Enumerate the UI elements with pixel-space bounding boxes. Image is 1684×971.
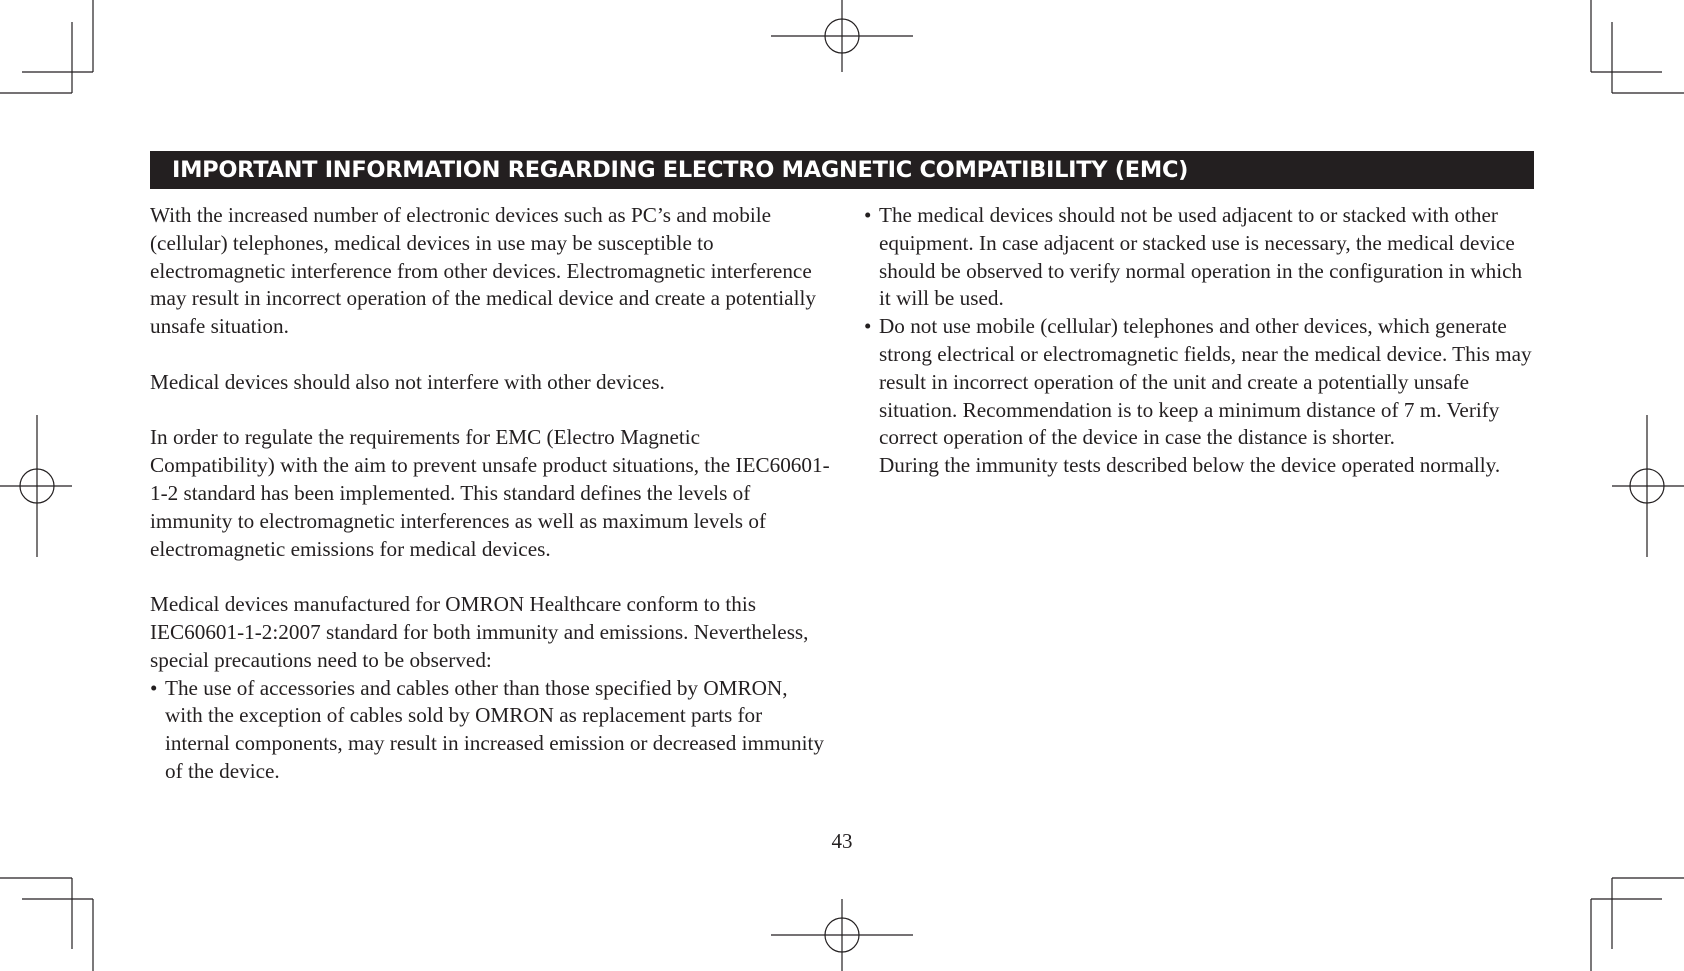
list-item	[150, 675, 830, 786]
bullet-marker: •	[150, 675, 158, 700]
bullet-text: The use of accessories and cables other than those specified by OMRON, with the exception of cables sold by OMRON as replacement parts for internal components, may result in increased emission or decreased immunity of the device.	[165, 675, 824, 783]
list-item	[864, 202, 1534, 313]
registration-mark-top	[771, 0, 913, 72]
page-number: 43	[831, 829, 853, 853]
list-item	[864, 313, 1534, 480]
crop-mark-top-right	[1591, 0, 1684, 93]
paragraph-intro: With the increased number of electronic devices such as PC’s and mobile (cellular) telephones, medical devices in use may be susceptible to electromagnetic interference from other devices. Electromagnetic interference may result in incorrect operation of the medical device and create a potentially unsafe situation.	[150, 203, 816, 339]
registration-mark-right	[1612, 415, 1684, 557]
bullet-continuation-text: During the immunity tests described below the device operated normally.	[879, 453, 1501, 478]
registration-mark-left	[0, 415, 72, 557]
bullet-marker: •	[864, 314, 872, 339]
paragraph-conformance: Medical devices manufactured for OMRON Healthcare conform to this IEC60601-1-2:2007 standard for both immunity and emissions. Nevertheless, special precautions need to be observed:	[150, 592, 809, 672]
section-header-bar	[150, 151, 1534, 189]
crop-mark-top-left	[0, 0, 93, 93]
registration-mark-bottom	[771, 899, 913, 971]
section-title: IMPORTANT INFORMATION REGARDING ELECTRO MAGNETIC COMPATIBILITY (EMC)	[172, 157, 1189, 183]
crop-mark-bottom-right	[1591, 878, 1684, 971]
crop-mark-bottom-left	[0, 878, 93, 971]
bullet-text: The medical devices should not be used adjacent to or stacked with other equipment. In case adjacent or stacked use is necessary, the medical device should be observed to verify normal operation in the configuration in which it will be used.	[879, 203, 1523, 311]
left-column	[150, 202, 830, 786]
bullet-list-right	[864, 202, 1534, 480]
bullet-list-left	[150, 675, 830, 786]
bullet-text: Do not use mobile (cellular) telephones and other devices, which generate strong electrical or electromagnetic fields, near the medical device. This may result in incorrect operation of the unit and create a potentially unsafe situation. Recommendation is to keep a minimum distance of 7 m. Verify correct operation of the device in case the distance is shorter.	[879, 314, 1532, 450]
paragraph-interference: Medical devices should also not interfere with other devices.	[150, 369, 665, 394]
bullet-marker: •	[864, 203, 872, 227]
right-column	[864, 202, 1534, 480]
paragraph-standard: In order to regulate the requirements for EMC (Electro Magnetic Compatibility) with the aim to prevent unsafe product situations, the IEC60601-1-2 standard has been implemented. This standard defines the levels of immunity to electromagnetic interferences as well as maximum levels of electromagnetic emissions for medical devices.	[150, 425, 830, 561]
